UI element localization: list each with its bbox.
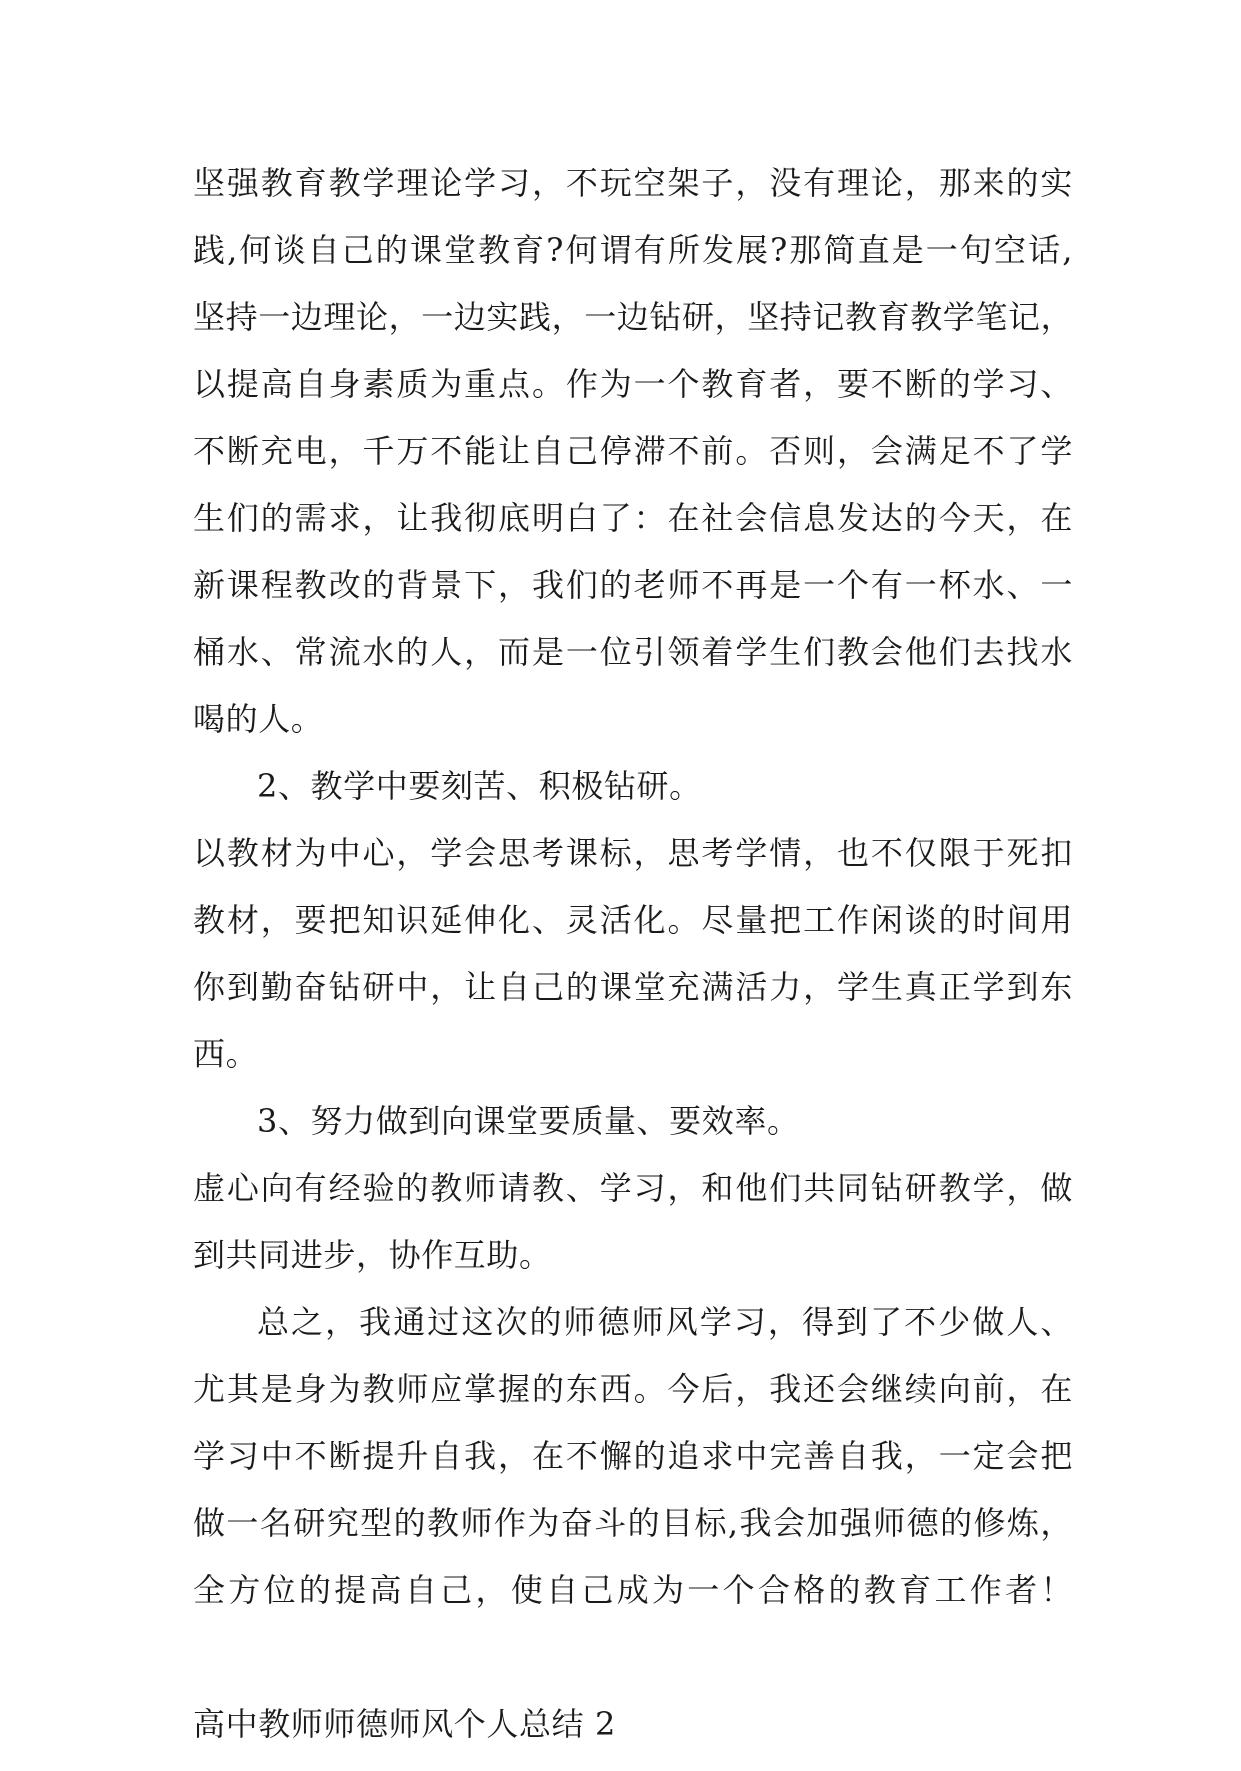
text-line: 学习中不断提升自我，在不懈的追求中完善自我，一定会把	[193, 1437, 1073, 1475]
text-line: 不断充电，千万不能让自己停滞不前。否则，会满足不了学	[193, 432, 1073, 470]
text-line: 西。	[193, 1035, 259, 1073]
text-line: 践,何谈自己的课堂教育?何谓有所发展?那简直是一句空话,	[193, 231, 1073, 269]
text-line: 做一名研究型的教师作为奋斗的目标,我会加强师德的修炼，	[193, 1504, 1073, 1542]
text-line: 到共同进步，协作互助。	[193, 1236, 552, 1274]
text-line: 新课程教改的背景下，我们的老师不再是一个有一杯水、一	[193, 566, 1073, 604]
text-line: 桶水、常流水的人，而是一位引领着学生们教会他们去找水	[193, 633, 1073, 671]
document-body	[193, 163, 1073, 1771]
text-line: 总之，我通过这次的师德师风学习，得到了不少做人、	[257, 1303, 1073, 1341]
section-heading: 3、努力做到向课堂要质量、要效率。	[257, 1102, 800, 1140]
paragraph-spacer	[193, 1637, 1073, 1704]
text-line: 坚持一边理论，一边实践，一边钻研，坚持记教育教学笔记，	[193, 298, 1074, 336]
text-line: 全方位的提高自己，使自己成为一个合格的教育工作者！	[193, 1571, 1073, 1609]
text-line: 坚强教育教学理论学习，不玩空架子，没有理论，那来的实	[193, 164, 1073, 202]
text-line: 教材，要把知识延伸化、灵活化。尽量把工作闲谈的时间用	[193, 901, 1073, 939]
section-heading: 2、教学中要刻苦、积极钻研。	[257, 767, 702, 805]
text-line: 喝的人。	[193, 700, 324, 738]
text-line: 以提高自身素质为重点。作为一个教育者，要不断的学习、	[193, 365, 1073, 403]
text-line: 你到勤奋钻研中，让自己的课堂充满活力，学生真正学到东	[193, 968, 1073, 1006]
text-line: 以教材为中心，学会思考课标，思考学情，也不仅限于死扣	[193, 834, 1073, 872]
text-line: 生们的需求，让我彻底明白了：在社会信息发达的今天，在	[193, 499, 1073, 537]
text-line: 尤其是身为教师应掌握的东西。今后，我还会继续向前，在	[193, 1370, 1073, 1408]
text-line: 虚心向有经验的教师请教、学习，和他们共同钻研教学，做	[193, 1169, 1073, 1207]
next-section-title: 高中教师师德师风个人总结 2	[193, 1705, 616, 1743]
